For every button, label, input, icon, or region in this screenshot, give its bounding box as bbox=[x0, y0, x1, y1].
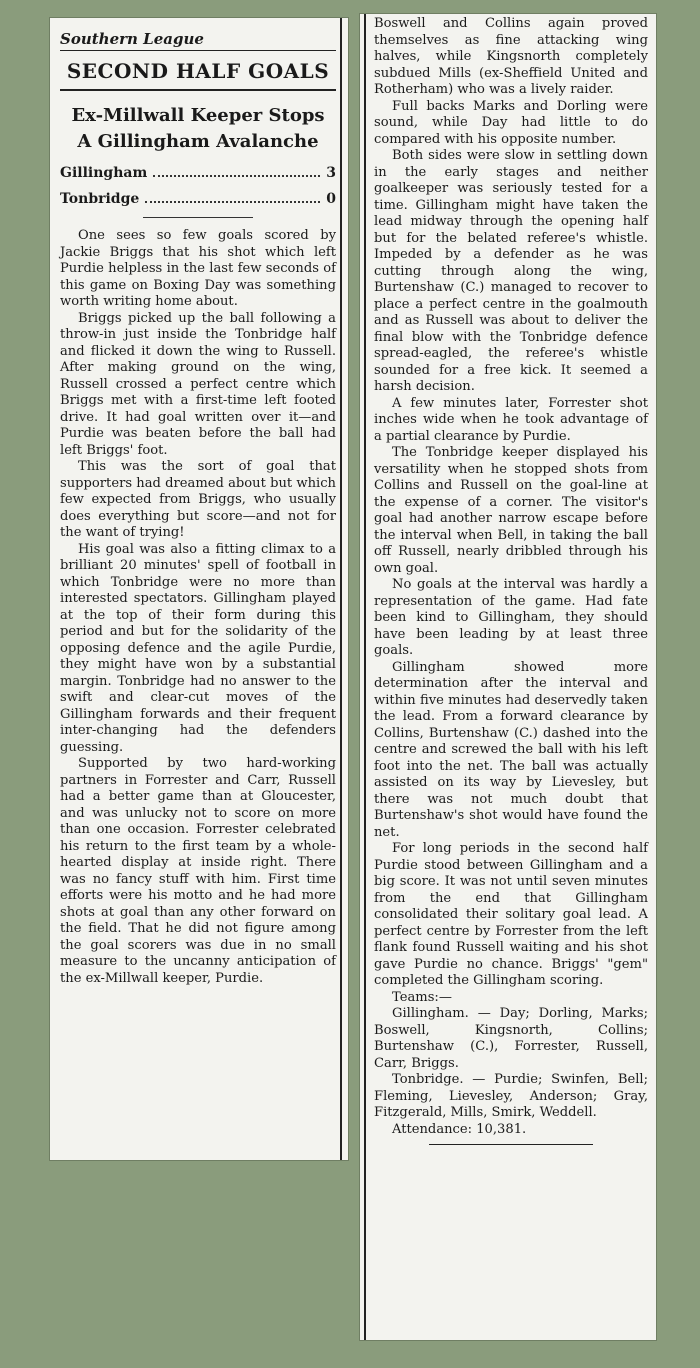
subheadline-line-2: A Gillingham Avalanche bbox=[77, 131, 319, 152]
paragraph: Gillingham showed more determination after the interval and within five minutes had deservedly taken the lead. From a forward clearance by Collins, Burtenshaw (C.) dashed into the centre and screwed the ball with his left foot into the net. The ball was actually assisted on its way by Lievesley, but there was not much doubt that Burtenshaw's shot would have found the net. bbox=[374, 659, 648, 840]
paragraph: One sees so few goals scored by Jackie Briggs that his shot which left Purdie helpless in the last few seconds of this game on Boxing Day was something worth writing home about. bbox=[60, 228, 336, 309]
team-lineup-gillingham: Gillingham. — Day; Dorling, Marks; Boswell, Kingsnorth, Collins; Burtenshaw (C.), Forrester, Russell, Carr, Briggs. bbox=[374, 1006, 648, 1071]
team-score: 3 bbox=[326, 165, 336, 181]
left-column-clipping bbox=[50, 18, 348, 1160]
column-rule bbox=[340, 18, 342, 1160]
paragraph: No goals at the interval was hardly a representation of the game. Had fate been kind to Gillingham, they should have been leading by at least three goals. bbox=[374, 577, 648, 658]
paragraph: This was the sort of goal that supporters had dreamed about but which few expected from Briggs, who usually does everything but score—and not for the want of trying! bbox=[60, 459, 336, 540]
dot-leader bbox=[153, 165, 320, 177]
teams-heading: Teams:— bbox=[392, 989, 452, 1005]
paragraph: Boswell and Collins again proved themselves as fine attacking wing halves, while Kingsnorth completely subdued Mills (ex-Sheffield United and Rotherham) who was a lively raider. bbox=[374, 16, 648, 97]
paragraph: The Tonbridge keeper displayed his versatility when he stopped shots from Collins and Russell on the goal-line at the expense of a corner. The visitor's goal had another narrow escape before the interval when Bell, in taking the ball off Russell, nearly dribbled through his own goal. bbox=[374, 445, 648, 576]
paragraph: For long periods in the second half Purdie stood between Gillingham and a big score. It was not until seven minutes from the end that Gillingham consolidated their solitary goal lead. A perfect centre by Forrester from the left flank found Russell waiting and his shot gave Purdie no chance. Briggs' "gem" completed the Gillingham scoring. bbox=[374, 841, 648, 988]
subheadline bbox=[60, 103, 336, 155]
paragraph: Full backs Marks and Dorling were sound, while Day had little to do compared with his opposite number. bbox=[374, 98, 648, 147]
paragraph: His goal was also a fitting climax to a brilliant 20 minutes' spell of football in which Tonbridge were no more than interested spectators. Gillingham played at the top of their form during this period and but for the solidarity of the opposing defence and the agile Purdie, they might have won by a substantial margin. Tonbridge had no answer to the swift and clear-cut moves of the Gillingham forwards and their frequent inter-changing had the defenders guessing. bbox=[60, 541, 336, 755]
paragraph: Supported by two hard-working partners in Forrester and Carr, Russell had a better game than at Gloucester, and was unlucky not to score on more than one occasion. Forrester celebrated his return to the first team by a whole-hearted display at inside right. There was no fancy stuff with him. First time efforts were his motto and he had more shots at goal than any other forward on the field. That he did not figure among the goal scorers was due in no small measure to the uncanny anticipation of the ex-Millwall keeper, Purdie. bbox=[60, 756, 336, 986]
paragraph: Both sides were slow in settling down in the early stages and neither goalkeeper was seriously tested for a time. Gillingham might have taken the lead midway through the opening half but for the belated referee's whistle. Impeded by a defender as he was cutting through along the wing, Burtenshaw (C.) managed to recover to place a perfect centre in the goalmouth and as Russell was about to deliver the final blow with the Tonbridge defence spread-eagled, the referee's whistle sounded for a free kick. It seemed a harsh decision. bbox=[374, 148, 648, 394]
score-divider bbox=[143, 217, 253, 218]
end-rule bbox=[429, 1144, 593, 1145]
paragraph: Briggs picked up the ball following a throw-in just inside the Tonbridge half and flicked it down the wing to Russell. After making ground on the wing, Russell crossed a perfect centre which Briggs met with a first-time left footed drive. It had goal written over it—and Purdie was beaten before the ball had left Briggs' foot. bbox=[60, 310, 336, 458]
headline: SECOND HALF GOALS bbox=[66, 59, 330, 83]
score-row-away bbox=[60, 191, 336, 207]
section-label: Southern League bbox=[60, 30, 336, 51]
column-rule bbox=[364, 14, 366, 1340]
team-name: Gillingham bbox=[60, 165, 148, 181]
dot-leader bbox=[145, 191, 320, 203]
team-score: 0 bbox=[326, 191, 336, 207]
team-lineup-tonbridge: Tonbridge. — Purdie; Swinfen, Bell; Fleming, Lievesley, Anderson; Gray, Fitzgerald, Mills, Smirk, Weddell. bbox=[374, 1072, 648, 1120]
paragraph: A few minutes later, Forrester shot inches wide when he took advantage of a partial clearance by Purdie. bbox=[374, 395, 648, 444]
subheadline-line-1: Ex-Millwall Keeper Stops bbox=[71, 105, 325, 126]
right-column-clipping bbox=[360, 14, 656, 1340]
attendance: Attendance: 10,381. bbox=[392, 1121, 527, 1137]
score-row-home bbox=[60, 165, 336, 181]
headline-divider bbox=[60, 89, 336, 91]
team-name: Tonbridge bbox=[60, 191, 140, 207]
